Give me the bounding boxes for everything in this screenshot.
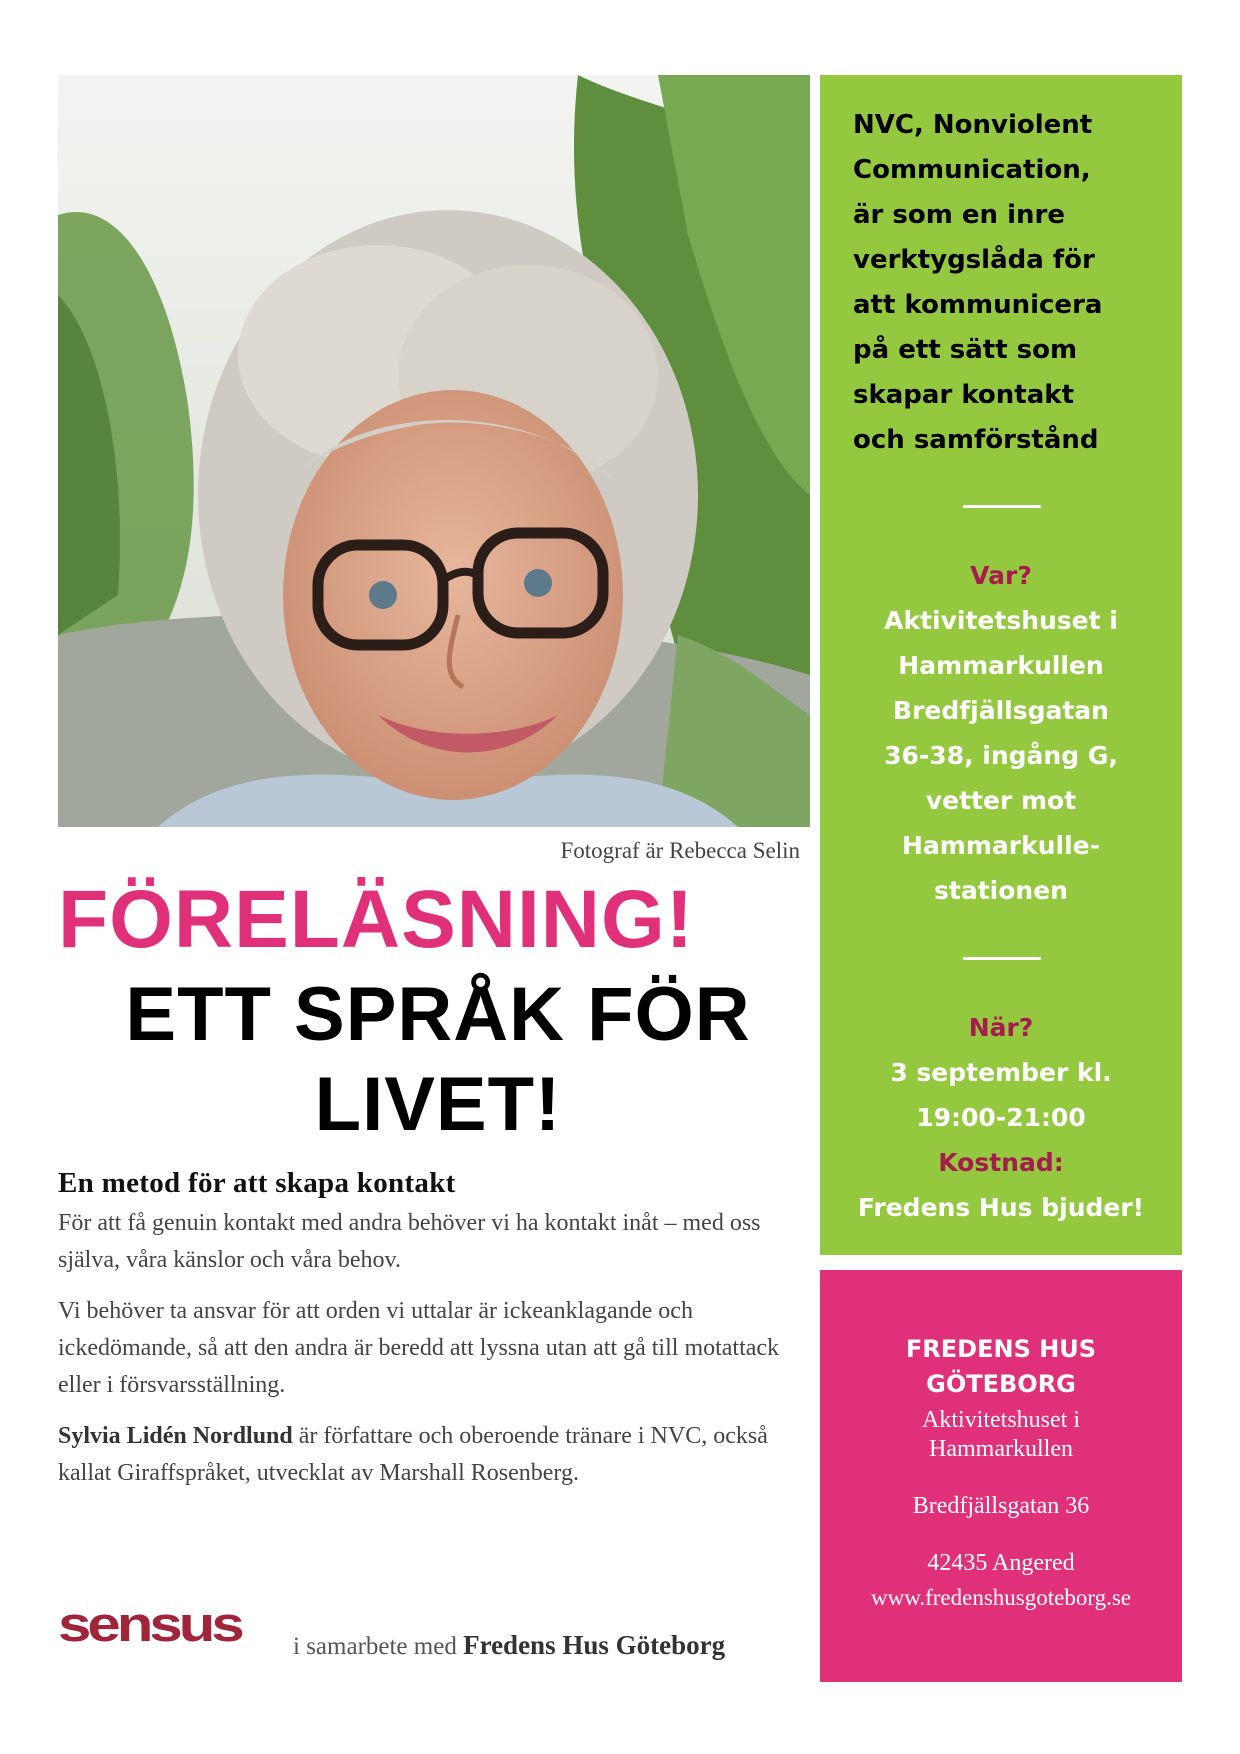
where-line: Aktivitetshuset i [884, 606, 1118, 635]
cost-label: Kostnad: [938, 1148, 1064, 1177]
cost-value: Fredens Hus bjuder! [857, 1193, 1145, 1222]
when-label: När? [968, 1013, 1034, 1042]
intro-line: är som en inre [853, 200, 1065, 230]
sensus-logo: sensus [58, 1596, 241, 1652]
time-block [820, 1005, 1182, 1230]
venue-line: Hammarkullen [929, 1436, 1073, 1462]
body-text [58, 1165, 808, 1506]
where-line: Bredfjällsgatan [893, 696, 1109, 725]
collab-org: Fredens Hus Göteborg [463, 1630, 726, 1660]
divider [963, 505, 1041, 508]
intro-line: NVC, Nonviolent [853, 110, 1093, 140]
subheadline: ETT SPRÅK FÖR LIVET! [125, 972, 751, 1147]
photo-credit: Fotograf är Rebecca Selin [560, 838, 800, 863]
section-title: En metod för att skapa kontakt [58, 1167, 456, 1199]
intro-line: på ett sätt som [853, 335, 1078, 365]
collab-prefix: i samarbete med [293, 1633, 464, 1660]
where-line: Hammarkulle- [902, 831, 1100, 860]
collaboration-text [293, 1630, 725, 1661]
street-address: Bredfjällsgatan 36 [912, 1493, 1090, 1519]
paragraph-3 [58, 1418, 808, 1492]
nvc-intro [853, 103, 1173, 463]
intro-line: skapar kontakt [853, 380, 1074, 410]
when-line: 19:00-21:00 [916, 1103, 1086, 1132]
speaker-name: Sylvia Lidén Nordlund [58, 1423, 293, 1449]
postal-address: 42435 Angered [927, 1550, 1075, 1576]
org-name [820, 1332, 1182, 1402]
location-block [820, 553, 1182, 913]
paragraph-2: Vi behöver ta ansvar för att orden vi uttalar är ickeanklagande och ickedömande, så att den andra är beredd att lyssna utan att gå till motattack eller i försvarsställning. [58, 1298, 780, 1398]
intro-line: verktygslåda för [853, 245, 1095, 275]
info-panel [820, 75, 1182, 1255]
footer [58, 1596, 818, 1660]
when-line: 3 september kl. [890, 1058, 1112, 1087]
intro-line: att kommunicera [853, 290, 1103, 320]
divider [963, 957, 1041, 960]
org-name-line: FREDENS HUS [905, 1335, 1097, 1363]
where-line: 36-38, ingång G, [884, 741, 1118, 770]
portrait-illustration [58, 75, 810, 827]
where-line: vetter mot [925, 786, 1077, 815]
website-link[interactable]: www.fredenshusgoteborg.se [871, 1585, 1131, 1610]
paragraph-1: För att få genuin kontakt med andra behöver vi ha kontakt inåt – med oss själva, våra känslor och våra behov. [58, 1210, 761, 1273]
intro-line: Communication, [853, 155, 1091, 185]
speaker-bio: är författare och oberoende tränare i NVC, också kallat Giraffspråket, utvecklat av Marshall Rosenberg. [58, 1423, 768, 1486]
org-name-line: GÖTEBORG [926, 1370, 1076, 1398]
where-line: stationen [934, 876, 1068, 905]
portrait-photo [58, 75, 810, 827]
where-line: Hammarkullen [898, 651, 1104, 680]
where-label: Var? [970, 561, 1032, 590]
intro-line: och samförstånd [853, 425, 1099, 455]
venue-line: Aktivitetshuset i [922, 1407, 1080, 1433]
headline: FÖRELÄSNING! [58, 874, 695, 965]
contact-box [820, 1270, 1182, 1682]
